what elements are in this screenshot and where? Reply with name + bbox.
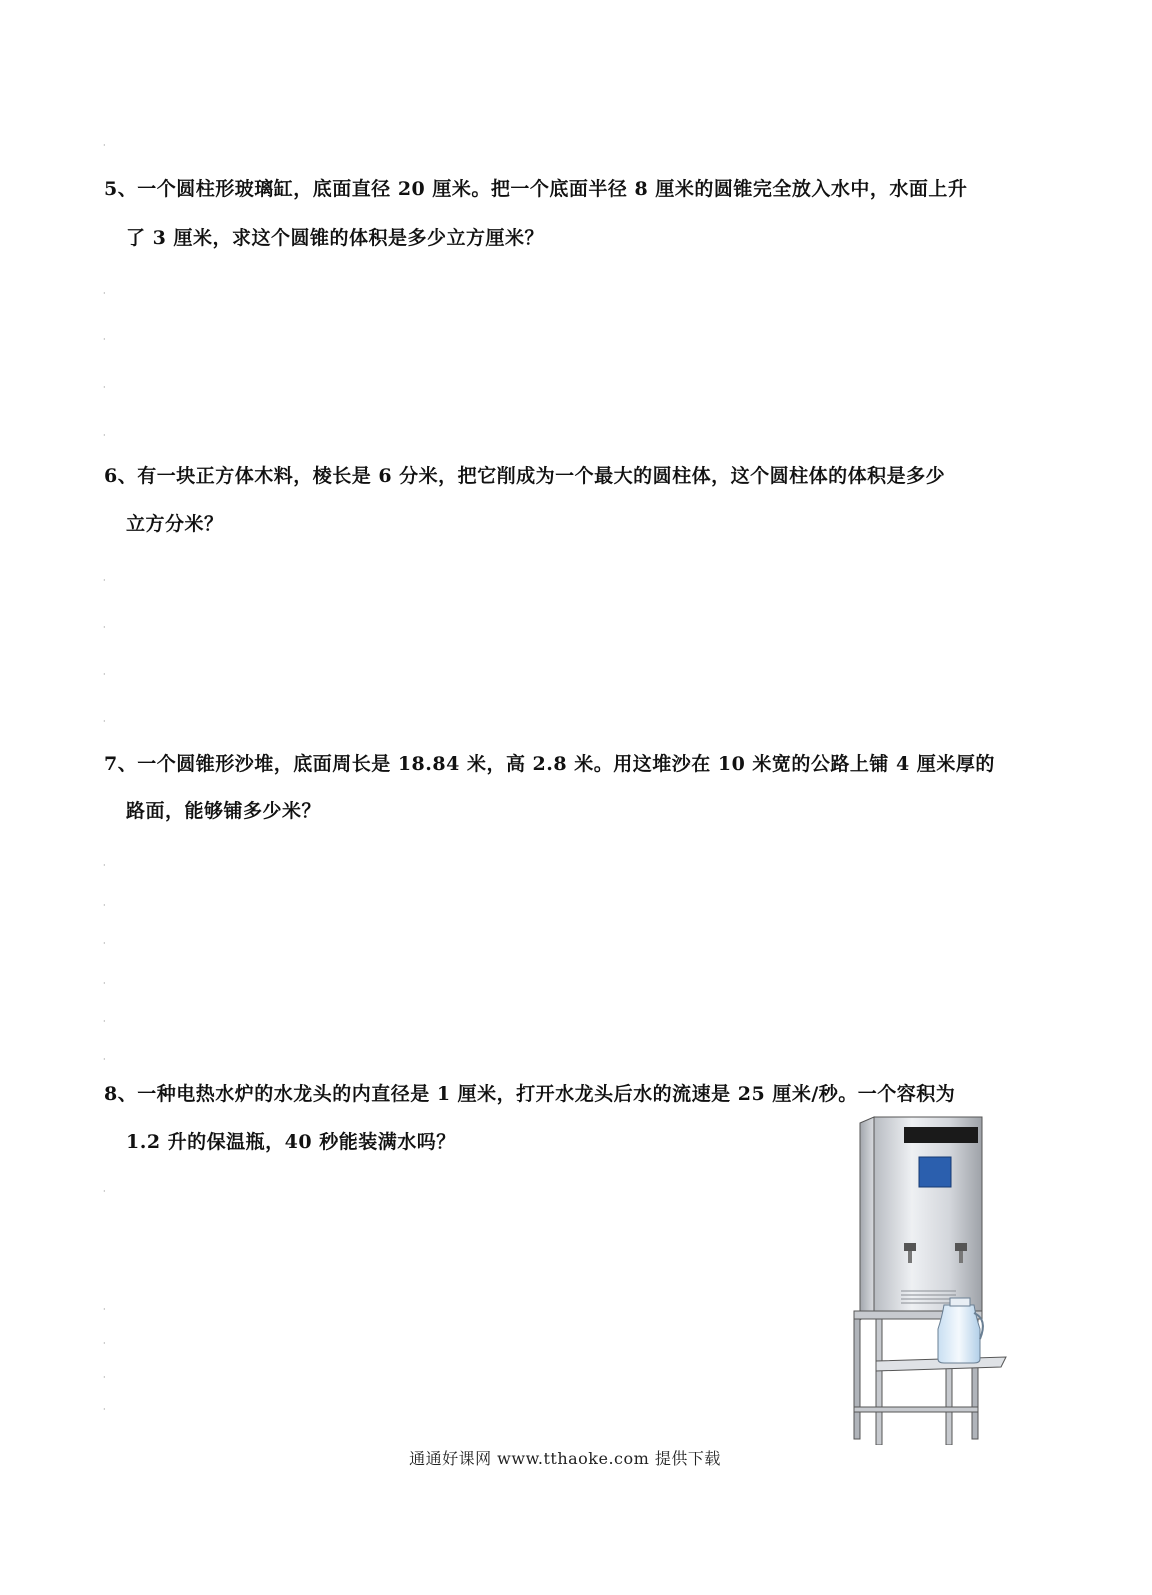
question-5 xyxy=(104,178,1034,249)
paragraph-mark: · xyxy=(103,141,106,150)
paragraph-mark: · xyxy=(103,1055,106,1064)
paragraph-mark: · xyxy=(103,289,106,298)
question-6 xyxy=(104,465,1034,535)
paragraph-mark: · xyxy=(103,576,106,585)
question-8 xyxy=(104,1083,1034,1153)
water-boiler-icon xyxy=(846,1115,1011,1445)
question-text: 7、一个圆锥形沙堆，底面周长是 18.84 米，高 2.8 米。用这堆沙在 10 米宽的公路上铺 4 厘米厚的 xyxy=(104,753,995,775)
question-text-continued: 了 3 厘米，求这个圆锥的体积是多少立方厘米？ xyxy=(126,227,544,249)
paragraph-mark: · xyxy=(103,861,106,870)
paragraph-mark: · xyxy=(103,335,106,344)
question-text: 8、一种电热水炉的水龙头的内直径是 1 厘米，打开水龙头后水的流速是 25 厘米/秒。一个容积为 xyxy=(104,1083,956,1105)
question-text: 5、一个圆柱形玻璃缸，底面直径 20 厘米。把一个底面半径 8 厘米的圆锥完全放入水中，水面上升 xyxy=(104,178,968,200)
question-text-continued: 1.2 升的保温瓶，40 秒能装满水吗？ xyxy=(126,1131,456,1153)
paragraph-mark: · xyxy=(103,623,106,632)
question-7 xyxy=(104,753,1034,822)
paragraph-mark: · xyxy=(103,1017,106,1026)
paragraph-mark: · xyxy=(103,901,106,910)
paragraph-mark: · xyxy=(103,1373,106,1382)
paragraph-mark: · xyxy=(103,670,106,679)
question-text: 6、有一块正方体木料，棱长是 6 分米，把它削成为一个最大的圆柱体，这个圆柱体的体积是多少 xyxy=(104,465,946,487)
paragraph-mark: · xyxy=(103,1187,106,1196)
paragraph-mark: · xyxy=(103,1339,106,1348)
paragraph-mark: · xyxy=(103,939,106,948)
paragraph-mark: · xyxy=(103,1305,106,1314)
paragraph-mark: · xyxy=(103,717,106,726)
paragraph-mark: · xyxy=(103,979,106,988)
paragraph-mark: · xyxy=(103,1405,106,1414)
page-footer: 通通好课网 www.tthaoke.com 提供下载 xyxy=(409,1449,721,1468)
paragraph-mark: · xyxy=(103,431,106,440)
paragraph-mark: · xyxy=(103,383,106,392)
question-text-continued: 路面，能够铺多少米？ xyxy=(126,800,322,822)
question-text-continued: 立方分米？ xyxy=(126,513,224,535)
